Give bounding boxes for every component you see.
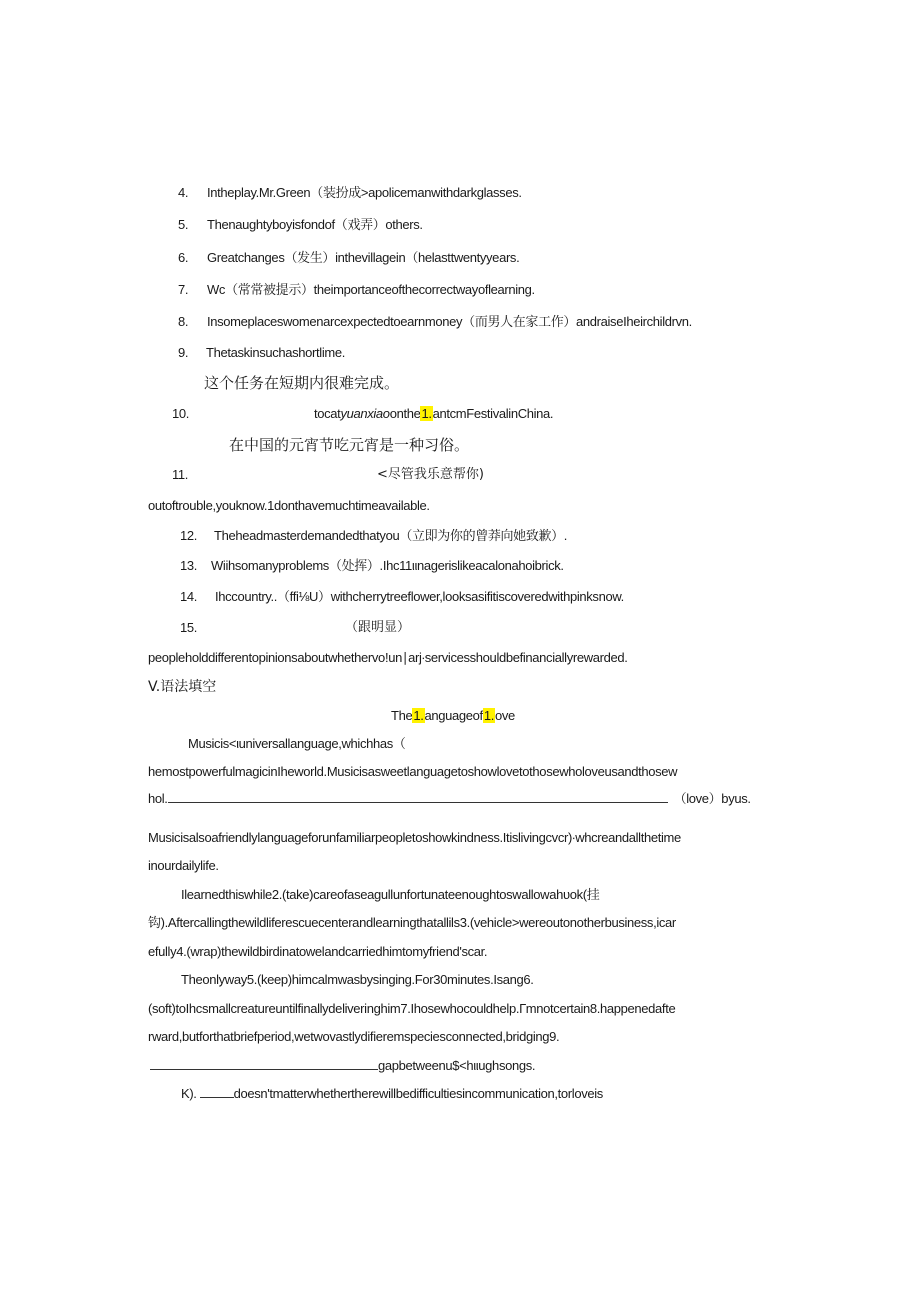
- item-text-10-italic: yuanxiao: [340, 406, 390, 421]
- item-number-9: 9.: [178, 345, 189, 360]
- item-text-5: Thenaughtyboyisfondof（戏弄）others.: [207, 217, 423, 232]
- item-text-6: Greatchanges（发生）inthevillagein（helasttwentyyears.: [207, 250, 520, 265]
- item-number-10: 10.: [172, 406, 190, 421]
- item-number-14: 14.: [180, 589, 198, 604]
- passage-p1-line1: Musicis<ιuniversallanguage,whichhas（: [188, 736, 406, 751]
- item-text-7: Wc（常常被提示）theimportanceofthecorrectwayoflearning.: [207, 282, 535, 297]
- item-number-8: 8.: [178, 314, 189, 329]
- passage-p4-line1a: K).: [181, 1086, 197, 1101]
- item-number-4: 4.: [178, 185, 189, 200]
- item-number-5: 5.: [178, 217, 189, 232]
- passage-p1-line3: [148, 790, 751, 808]
- passage-p3-line4: [150, 1057, 535, 1075]
- passage-p2-line2: 钩).Aftercallingthewildliferescuecenterandlearningthatallils3.(vehicle>wereoutonotherbusiness,icar: [148, 915, 676, 930]
- passage-p2-line3: efully4.(wrap)thewildbirdinatowelandcarriedhimtomyfriend'scar.: [148, 944, 488, 959]
- highlight-mark: 1.: [421, 406, 432, 421]
- item-translation-10: 在中国的元宵节吃元宵是一种习俗。: [229, 436, 470, 454]
- item-text-14: Ihccountry..（ffi⅛U）withcherrytreeflower,looksasifitiscoveredwithpinksnow.: [215, 589, 624, 604]
- passage-p4-line1: [181, 1085, 603, 1103]
- passage-title-b: anguageof: [424, 708, 483, 723]
- passage-p3-line2: (soft)toIhcsmallcreatureuntilfinallydeliveringhim7.Ihosewhocouldhelp.Гmnotcertain8.happenedafte: [148, 1001, 676, 1016]
- answer-blank-10[interactable]: [200, 1085, 234, 1098]
- passage-title-a: The: [391, 708, 413, 723]
- passage-p1-line3a: hol.: [148, 791, 168, 806]
- item-text-13: Wiihsomanyproblems（处挥）.Ihc11ιιnagerislikeacalonahoibrick.: [211, 558, 564, 573]
- passage-p3-line3: rward,butforthatbriefperiod,wetwovastlydifieremspeciesconnected,bridging9.: [148, 1029, 560, 1044]
- answer-blank-9[interactable]: [150, 1057, 378, 1070]
- item-text-9: Thetaskinsuchashortlime.: [206, 345, 345, 360]
- answer-blank-1[interactable]: [168, 790, 668, 803]
- item-number-7: 7.: [178, 282, 189, 297]
- item-text-10a: tocat: [314, 406, 341, 421]
- item-text-8: Insomeplaceswomenarcexpectedtoearnmoney（而男人在家工作）andraiseIheirchildrvn.: [207, 314, 692, 329]
- item-translation-9: 这个任务在短期内很难完成。: [204, 374, 400, 392]
- passage-p1-line2: hemostpowerfulmagicinIheworld.Musicisasweetlanguagetoshowlovetothosewholoveusandthosew: [148, 764, 678, 779]
- item-text-4: Intheplay.Mr.Green（装扮成>apolicemanwithdarkglasses.: [207, 185, 522, 200]
- item-text-10: [314, 405, 553, 423]
- passage-p4-line1b: doesn'tmatterwhethertherewillbedifficultiesincommunication,torloveis: [233, 1086, 603, 1101]
- item-text-12: Theheadmasterdemandedthatyou（立即为你的曾莽向她致歉）.: [214, 528, 568, 543]
- item-text-11: <尽管我乐意帮你): [377, 467, 484, 482]
- item-text-15b: peopleholddifferentopinionsaboutwhethervo!un∣arj∙servicesshouldbefinanciallyrewarded.: [148, 650, 628, 665]
- passage-title: [391, 707, 515, 725]
- highlight-mark: 1.: [483, 708, 494, 723]
- item-number-6: 6.: [178, 250, 189, 265]
- item-text-10c: onthe: [389, 406, 421, 421]
- passage-p3-line1: Theonlyway5.(keep)himcalmwasbysinging.For30minutes.Isang6.: [181, 972, 534, 987]
- item-text-11b: outoftrouble,youknow.1donthavemuchtimeavailable.: [148, 498, 430, 513]
- section-heading: V.语法填空: [148, 679, 217, 695]
- item-number-13: 13.: [180, 558, 198, 573]
- passage-p1-line5: inourdailylife.: [148, 858, 219, 873]
- passage-p2-line1: Ilearnedthiswhile2.(take)careofaseagullunfortunateenoughtoswallowahυok(挂: [181, 887, 600, 902]
- highlight-mark: 1.: [413, 708, 424, 723]
- passage-p1-line4: Musicisalsoafriendlylanguageforunfamiliarpeopletoshowkindness.Itislivingcvcr)∙whcreandallthetime: [148, 830, 681, 845]
- item-number-15: 15.: [180, 620, 198, 635]
- passage-title-c: ove: [494, 708, 515, 723]
- item-text-10d: antcmFestivalinChina.: [432, 406, 554, 421]
- passage-p1-line3b: （love）byus.: [673, 791, 751, 806]
- item-number-11: 11.: [172, 467, 189, 482]
- item-text-15: （跟明显）: [345, 620, 411, 635]
- passage-p3-line4-text: gapbetweenu$<hιιughsongs.: [378, 1058, 536, 1073]
- item-number-12: 12.: [180, 528, 198, 543]
